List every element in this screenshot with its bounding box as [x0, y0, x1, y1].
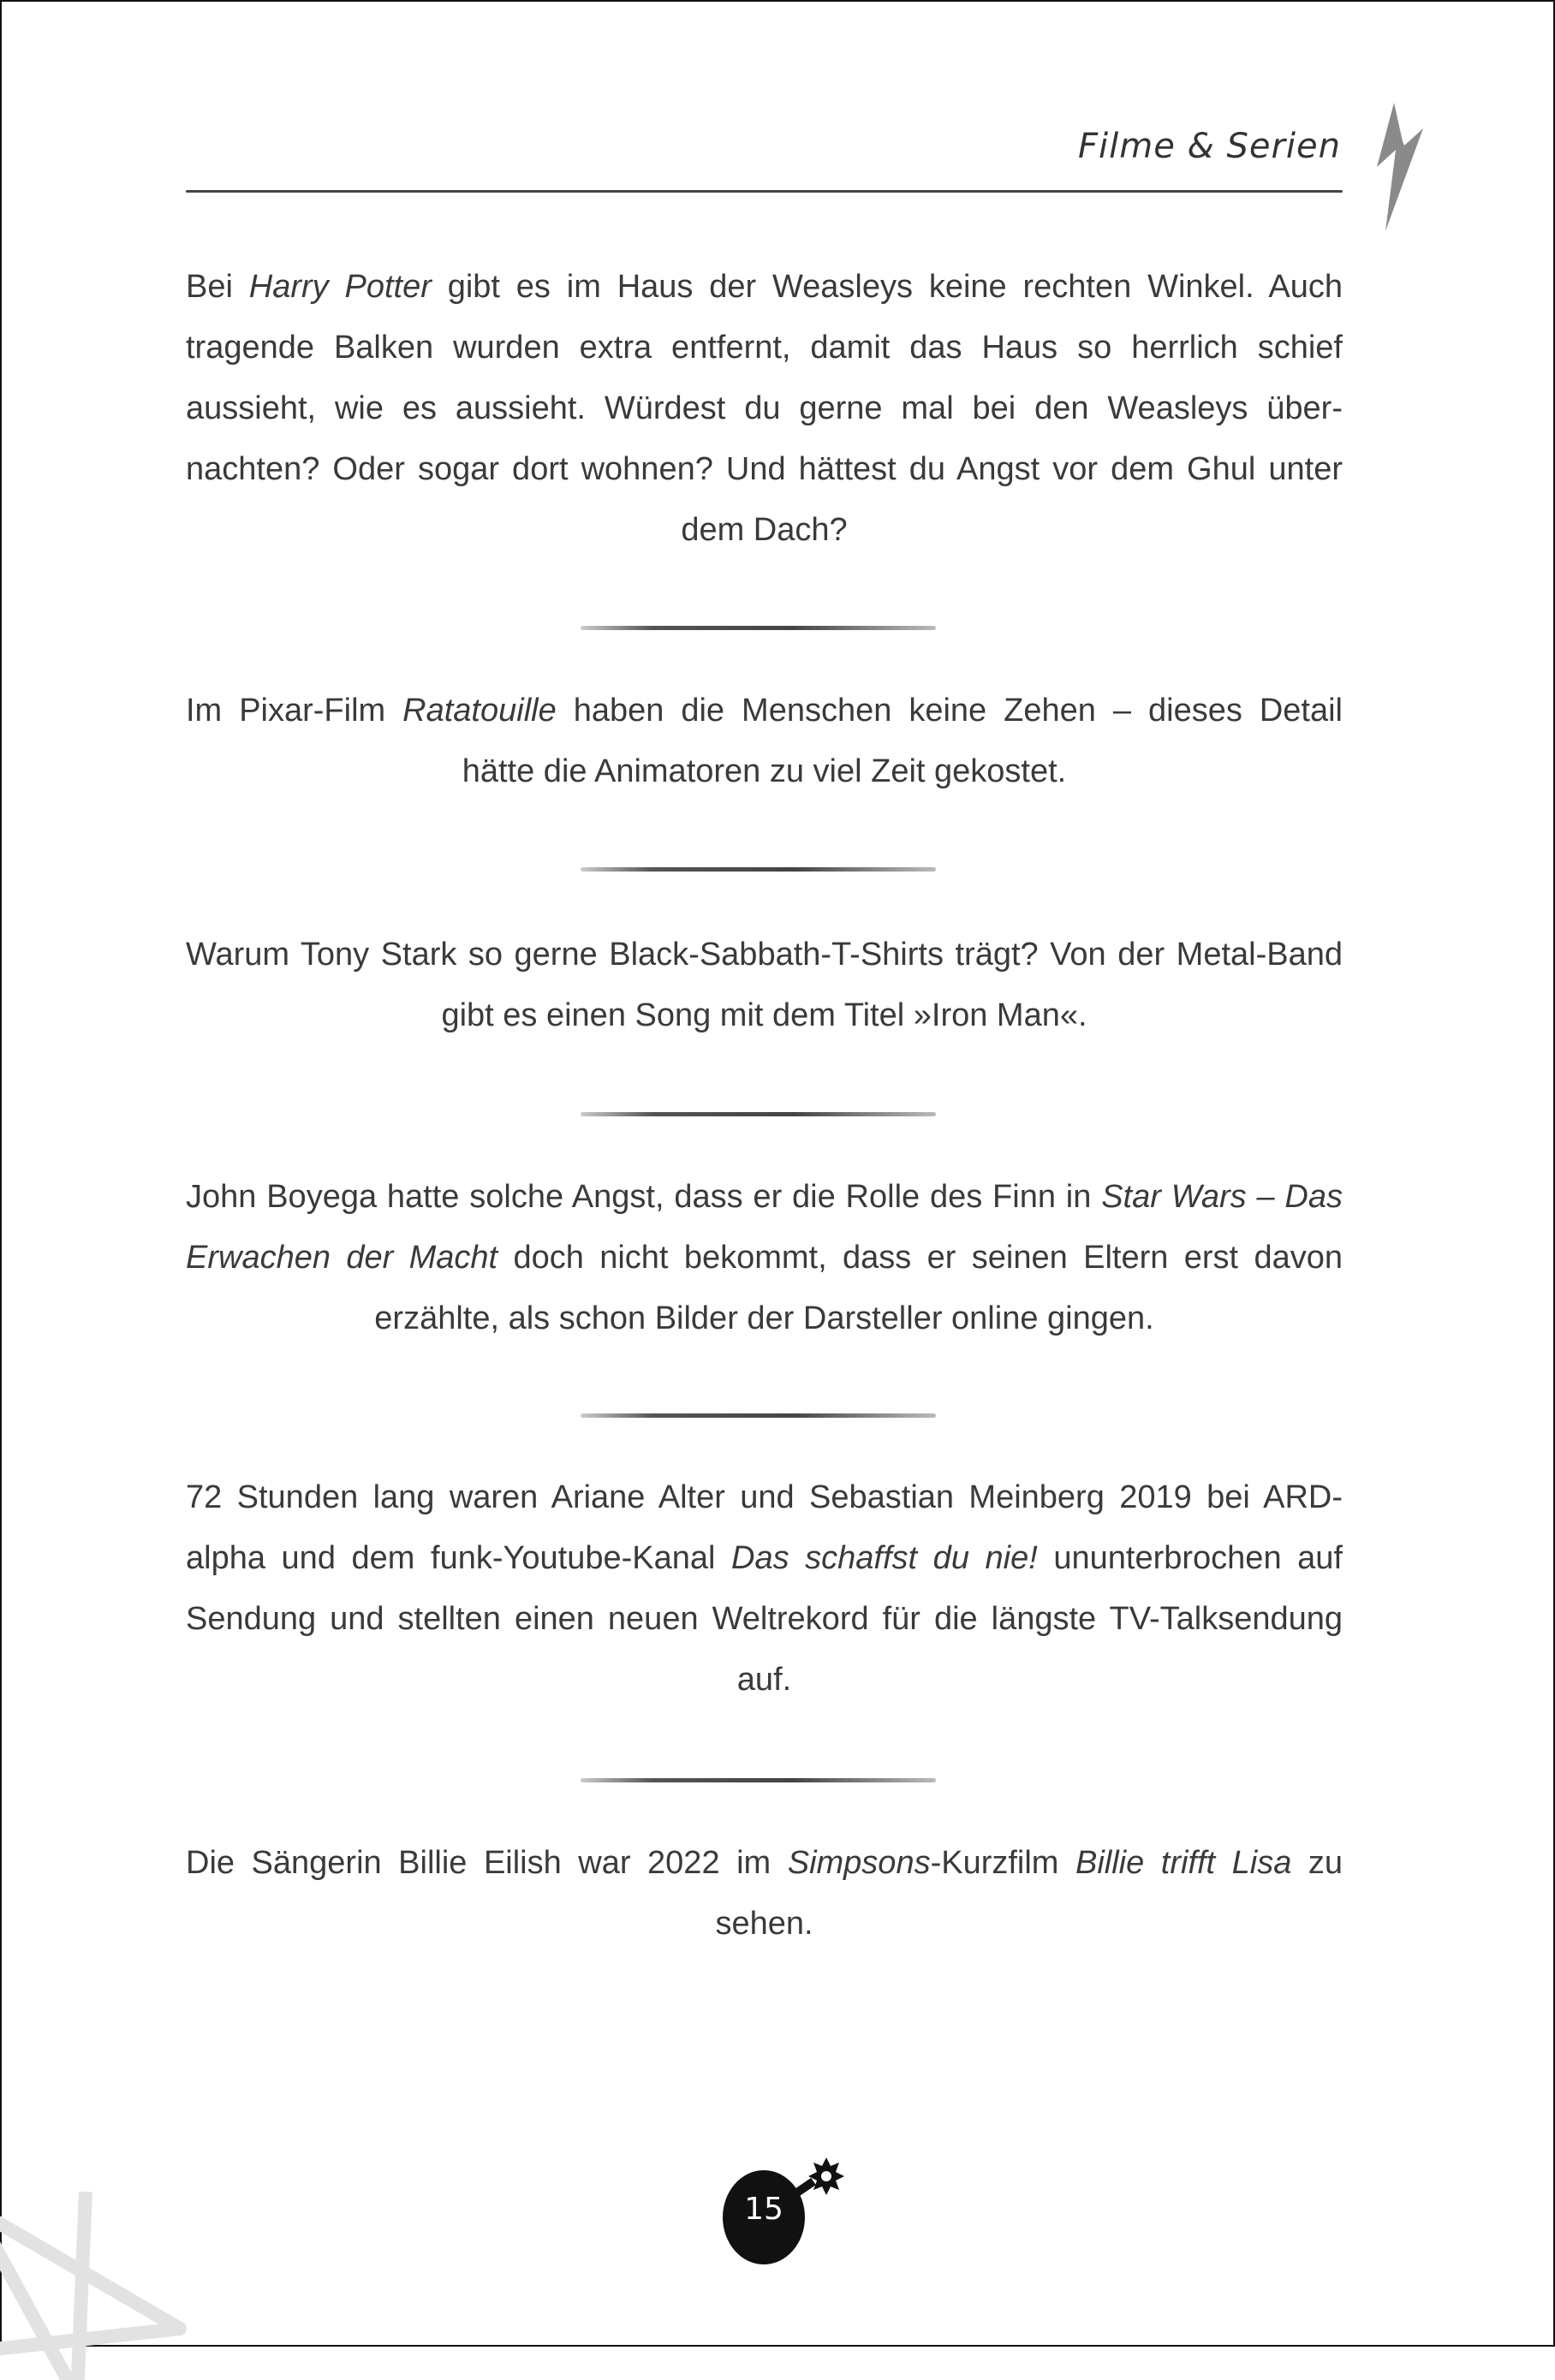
lightning-bolt-icon [1370, 103, 1430, 231]
fact-text: 72 Stunden lang waren Ariane Alter und Sebastian Meinberg 2019 bei ARD-alpha und dem funk-Youtube-Kanal [186, 1479, 1343, 1576]
italic-title-text: Star Wars – Das Erwachen der Macht [186, 1179, 1343, 1276]
fact-text: Die Sängerin Billie Eilish war 2022 im [186, 1845, 788, 1881]
fact-text: gibt es im Haus der Weasleys keine rechten Winkel. Auch tragende Balken wurden extra entfernt, damit das Haus so herrlich schief aussieht, wie es aussieht. Würdest du gerne mal bei den Weasleys übernachten? Oder sogar dort wohnen? Und hättest du Angst vor dem Ghul unter dem Dach? [186, 269, 1343, 548]
fact-text: Bei [186, 269, 249, 305]
fact-paragraph [186, 1833, 1343, 1955]
italic-title-text: Billie trifft Lisa [1075, 1845, 1292, 1881]
italic-title-text: Ratatouille [402, 693, 557, 729]
fact-text: John Boyega hatte solche Angst, dass er die Rolle des Finn in [186, 1179, 1102, 1215]
italic-title-text: Simpsons [787, 1845, 931, 1881]
section-title: Filme & Serien [1078, 127, 1341, 166]
fact-paragraph [186, 681, 1343, 802]
fact-text: Warum Tony Stark so gerne Black-Sabbath-T-Shirts trägt? Von der Metal-Band gibt es einen Song mit dem Titel »Iron Man«. [186, 937, 1343, 1033]
fact-paragraph [186, 257, 1343, 561]
fact-text: -Kurzfilm [930, 1845, 1075, 1881]
separator [581, 626, 936, 630]
fact-text: ununterbrochen auf Sendung und stellten einen neuen Weltrekord für die längste TV-Talksendung auf. [186, 1540, 1343, 1698]
italic-title-text: Das schaffst du nie! [731, 1540, 1038, 1576]
separator [581, 1778, 936, 1782]
fact-text: doch nicht bekommt, dass er seinen Eltern erst davon erzählte, als schon Bilder der Darsteller online gingen. [374, 1240, 1343, 1336]
fact-text: haben die Menschen keine Zehen – dieses Detail hätte die Animatoren zu viel Zeit gekostet. [462, 693, 1343, 789]
separator [581, 1112, 936, 1116]
fact-paragraph [186, 1467, 1343, 1711]
pentagram-decoration-icon [0, 2157, 188, 2380]
fact-text: zu sehen. [715, 1845, 1343, 1942]
fact-text: Im Pixar-Film [186, 693, 403, 729]
header-rule [186, 190, 1343, 193]
fact-paragraph [186, 925, 1343, 1046]
page-number: 15 [744, 2192, 783, 2227]
fact-paragraph [186, 1167, 1343, 1349]
italic-title-text: Harry Potter [248, 269, 432, 305]
separator [581, 1413, 936, 1418]
separator [581, 867, 936, 872]
